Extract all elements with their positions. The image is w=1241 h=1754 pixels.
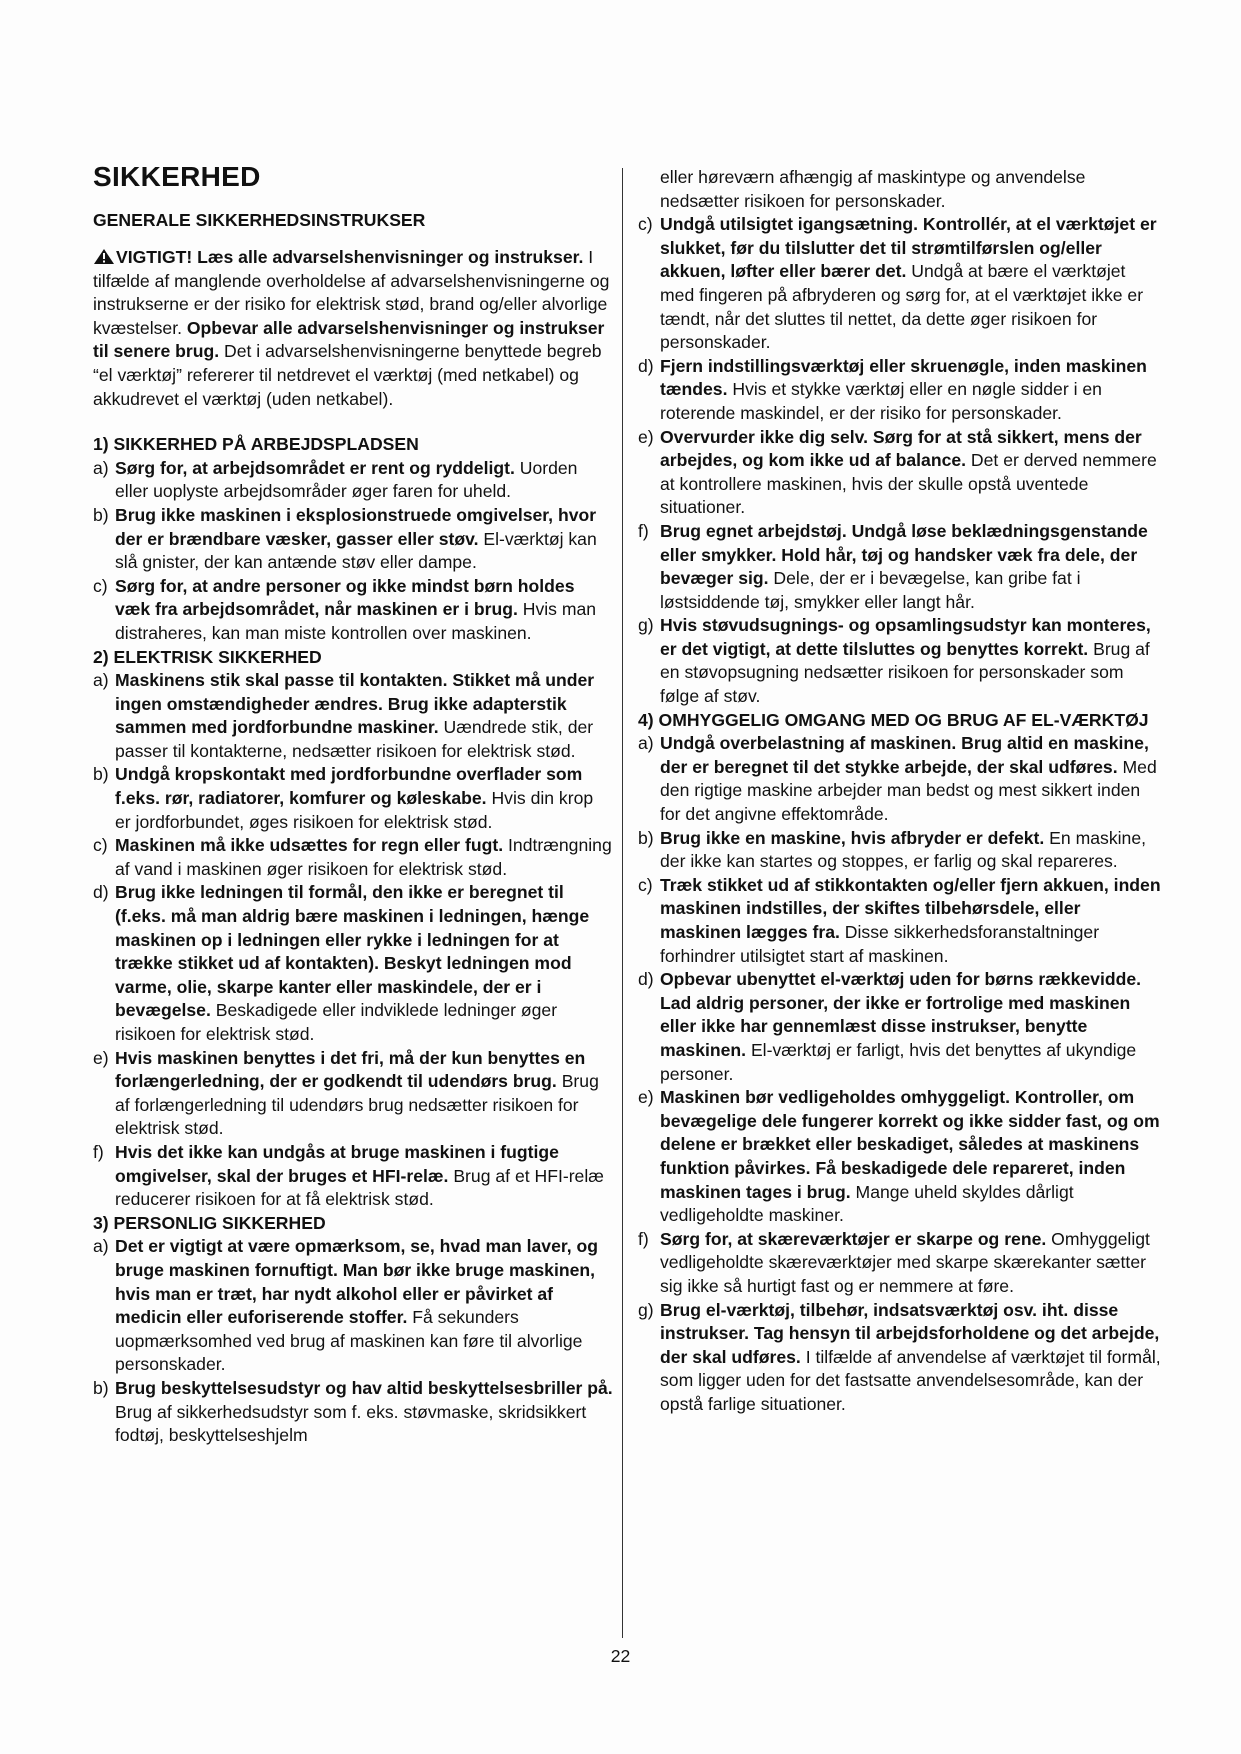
item-label: g)	[638, 615, 654, 636]
list-item	[93, 575, 613, 646]
item-bold: Sørg for, at skæreværktøjer er skarpe og rene.	[660, 1228, 1047, 1249]
item-label: g)	[638, 1299, 654, 1320]
item-label: f)	[93, 1141, 104, 1162]
item-bold: Brug ikke maskinen i eksplosionstruede omgivelser, hvor der er brændbare væsker, gasser eller støv.	[115, 504, 597, 549]
item-label: e)	[638, 426, 654, 447]
list-item	[638, 874, 1164, 968]
item-text: Få sekunders uopmærksomhed ved brug af maskinen kan føre til alvorlige personskader.	[115, 1307, 583, 1375]
item-bold: Opbevar ubenyttet el-værktøj uden for børns rækkevidde. Lad aldrig personer, der ikke er fortrolige med maskinen eller ikke har gennemlæst disse instrukser, benytte maskinen.	[660, 969, 1142, 1060]
item-bold: Det er vigtigt at være opmærksom, se, hvad man laver, og bruge maskinen fornuftigt. Man bør ikke bruge maskinen, hvis man er træt, har nydt alkohol eller er påvirket af medicin eller euforiserende stoffer.	[115, 1236, 599, 1328]
list-item	[93, 1377, 613, 1448]
item-bold: Træk stikket ud af stikkontakten og/eller fjern akkuen, inden maskinen indstilles, der skiftes tilbehørsdele, eller maskinen lægges fra.	[660, 874, 1161, 942]
item-continuation: eller høreværn afhængig af maskintype og anvendelse nedsætter risikoen for personskader.	[660, 167, 1086, 211]
list-item	[93, 669, 613, 763]
intro-bold-1: VIGTIGT! Læs alle advarselshenvisninger og instrukser.	[116, 247, 584, 267]
section-heading-4: 4) OMHYGGELIG OMGANG MED OG BRUG AF EL-VÆRKTØJ	[638, 709, 1149, 730]
item-label: c)	[638, 874, 653, 895]
item-bold: Hvis det ikke kan undgås at bruge maskinen i fugtige omgivelser, skal der bruges et HFI-relæ.	[115, 1141, 559, 1186]
item-text: Brug af et HFI-relæ reducerer risikoen for at få elektrisk stød.	[115, 1165, 604, 1210]
list-item	[93, 763, 613, 834]
item-text: Brug af sikkerhedsudstyr som f. eks. støvmaske, skridsikkert fodtøj, beskyttelseshjelm	[115, 1401, 587, 1446]
list-item	[93, 1047, 613, 1141]
item-label: a)	[638, 733, 654, 754]
item-bold: Brug egnet arbejdstøj. Undgå løse beklædningsgenstande eller smykker. Hold hår, tøj og handsker væk fra dele, der bevæger sig.	[660, 520, 1148, 589]
item-label: d)	[93, 882, 109, 903]
list-item	[638, 732, 1164, 826]
list-item	[93, 1141, 613, 1212]
section-heading-1: 1) SIKKERHED PÅ ARBEJDSPLADSEN	[93, 434, 419, 455]
item-text: Omhyggeligt vedligeholdte skæreværktøjer med skarpe skærekanter sætter sig ikke så hurtigt fast og er nemmere at føre.	[660, 1228, 1150, 1296]
item-bold: Maskinens stik skal passe til kontakten. Stikket må under ingen omstændigheder ændres. Brug ikke adapterstik sammen med jordforbundne maskiner.	[115, 670, 595, 738]
intro-text-1: I tilfælde af manglende overholdelse af advarselshenvisningerne og instrukserne er der risiko for elektrisk stød, brand og/eller alvorlige kvæstelser.	[93, 247, 610, 338]
item-bold: Hvis maskinen benyttes i det fri, må der kun benyttes en forlængerledning, der er godkendt til udendørs brug.	[115, 1047, 586, 1092]
item-bold: Maskinen må ikke udsættes for regn eller fugt.	[115, 835, 504, 856]
item-bold: Undgå overbelastning af maskinen. Brug altid en maskine, der er beregnet til det stykke arbejde, der skal udføres.	[660, 733, 1149, 777]
item-bold: Maskinen bør vedligeholdes omhyggeligt. Kontroller, om bevægelige dele fungerer korrekt og ikke sidder fast, og om delene er brækket eller beskadiget, således at maskinens funktion påvirkes. Få beskadigede dele repareret, inden maskinen tages i brug.	[660, 1087, 1160, 1202]
item-label: b)	[638, 827, 654, 848]
item-label: a)	[93, 670, 109, 691]
item-text: Uorden eller uoplyste arbejdsområder øger faren for uheld.	[115, 457, 578, 502]
item-label: c)	[638, 214, 653, 235]
item-text: Uændrede stik, der passer til kontakterne, nedsætter risikoen for elektrisk stød.	[115, 717, 594, 761]
item-label: f)	[638, 520, 649, 541]
item-text: Hvis et stykke værktøj eller en nøgle sidder i en roterende maskindel, er der risiko for personskader.	[660, 379, 1102, 423]
right-column	[638, 166, 1164, 1416]
list-item	[93, 881, 613, 1046]
item-bold: Brug beskyttelsesudstyr og hav altid beskyttelsesbriller på.	[115, 1377, 613, 1398]
item-text: Brug af en støvopsugning nedsætter risikoen for personskader som følge af støv.	[660, 638, 1150, 707]
list-item	[638, 355, 1164, 426]
item-text: En maskine, der ikke kan startes og stoppes, er farlig og skal repareres.	[660, 827, 1146, 872]
item-bold: Undgå kropskontakt med jordforbundne overflader som f.eks. rør, radiatorer, komfurer og køleskabe.	[115, 764, 583, 809]
item-text: Hvis din krop er jordforbundet, øges risikoen for elektrisk stød.	[115, 788, 594, 832]
list-item	[93, 457, 613, 504]
item-text: Disse sikkerhedsforanstaltninger forhindrer utilsigtet start af maskinen.	[660, 922, 1100, 966]
column-divider	[622, 168, 623, 1638]
item-label: d)	[638, 355, 654, 376]
item-text: Dele, der er i bevægelse, kan gribe fat i løstsiddende tøj, smykker eller langt hår.	[660, 568, 1081, 612]
list-item	[638, 1228, 1164, 1299]
item-text: Undgå at bære el værktøjet med fingeren på afbryderen og sørg for, at el værktøjet ikke er tændt, når det sluttes til nettet, da dette øger risikoen for personskader.	[660, 261, 1144, 353]
section-heading-3: 3) PERSONLIG SIKKERHED	[93, 1212, 326, 1233]
list-item	[638, 426, 1164, 520]
item-bold: Brug ikke en maskine, hvis afbryder er defekt.	[660, 827, 1045, 848]
item-text: Det er derved nemmere at kontrollere maskinen, hvis der skulle opstå uventede situationer.	[660, 450, 1157, 518]
item-label: c)	[93, 835, 108, 856]
item-bold: Sørg for, at arbejdsområdet er rent og ryddeligt.	[115, 457, 515, 478]
item-label: b)	[93, 504, 109, 525]
item-label: b)	[93, 764, 109, 785]
item-text: Hvis man distraheres, kan man miste kontrollen over maskinen.	[115, 599, 597, 643]
item-text: El-værktøj kan slå gnister, der kan antænde støv eller dampe.	[115, 528, 597, 573]
list-item	[638, 1299, 1164, 1417]
item-label: e)	[93, 1047, 109, 1068]
item-bold: Brug ikke ledningen til formål, den ikke er beregnet til (f.eks. må man aldrig bære maskinen i ledningen, hænge maskinen op i ledningen eller rykke i ledningen for at trække stikket ud af kontakten). Beskyt ledningen mod varme, olie, skarpe kanter eller maskindele, der er i bevægelse.	[115, 882, 590, 1021]
left-column	[93, 160, 613, 1448]
item-label: b)	[93, 1377, 109, 1398]
list-item	[638, 1086, 1164, 1228]
item-text: I tilfælde af anvendelse af værktøjet til formål, som ligger uden for det fastsatte anvendelsesområde, kan der opstå farlige situationer.	[660, 1346, 1161, 1414]
section-subtitle: GENERALE SIKKERHEDSINSTRUKSER	[93, 210, 426, 230]
item-bold: Undgå utilsigtet igangsætning. Kontrollér, at el værktøjet er slukket, før du tilslutter det til strømtilførslen og/eller akkuen, løfter eller bærer det.	[660, 214, 1157, 282]
item-label: a)	[93, 457, 109, 478]
item-text: Indtrængning af vand i maskinen øger risikoen for elektrisk stød.	[115, 835, 612, 879]
intro-paragraph	[93, 246, 613, 411]
list-item	[638, 968, 1164, 1086]
page-title: SIKKERHED	[93, 161, 261, 192]
list-item	[93, 504, 613, 575]
item-bold: Fjern indstillingsværktøj eller skruenøgle, inden maskinen tændes.	[660, 355, 1147, 400]
section-heading-2: 2) ELEKTRISK SIKKERHED	[93, 646, 322, 667]
list-item	[638, 520, 1164, 614]
item-text: Beskadigede eller indviklede ledninger øger risikoen for elektrisk stød.	[115, 1000, 558, 1044]
item-text: Mange uheld skyldes dårligt vedligeholdte maskiner.	[660, 1181, 1074, 1226]
list-item	[638, 614, 1164, 708]
item-text: El-værktøj er farligt, hvis det benyttes af ukyndige personer.	[660, 1039, 1137, 1084]
intro-bold-2: Opbevar alle advarselshenvisninger og instrukser til senere brug.	[93, 317, 605, 362]
intro-text-2: Det i advarselshenvisningerne benyttede begreb “el værktøj” refererer til netdrevet el værktøj (med netkabel) og akkudrevet el værktøj (uden netkabel).	[93, 341, 602, 409]
item-label: e)	[638, 1087, 654, 1108]
item-label: d)	[638, 969, 654, 990]
warning-triangle-icon	[93, 248, 115, 265]
item-bold: Hvis støvudsugnings- og opsamlingsudstyr kan monteres, er det vigtigt, at dette tilsluttes og benyttes korrekt.	[660, 615, 1151, 659]
item-text: Med den rigtige maskine arbejder man bedst og mest sikkert inden for det angivne effektområde.	[660, 756, 1157, 825]
item-bold: Overvurder ikke dig selv. Sørg for at stå sikkert, mens der arbejdes, og kom ikke ud af balance.	[660, 426, 1142, 471]
item-label: f)	[638, 1228, 649, 1249]
item-bold: Sørg for, at andre personer og ikke mindst børn holdes væk fra arbejdsområdet, når maskinen er i brug.	[115, 575, 575, 620]
item-label: c)	[93, 575, 108, 596]
item-label: a)	[93, 1236, 109, 1257]
list-item	[638, 213, 1164, 355]
item-text: Brug af forlængerledning til udendørs brug nedsætter risikoen for elektrisk stød.	[115, 1071, 599, 1139]
item-bold: Brug el-værktøj, tilbehør, indsatsværktøj osv. iht. disse instrukser. Tag hensyn til arbejdsforholdene og det arbejde, der skal udføres.	[660, 1299, 1160, 1367]
list-item	[638, 827, 1164, 874]
list-item	[93, 1235, 613, 1377]
list-item	[93, 834, 613, 881]
page-number: 22	[610, 1646, 631, 1666]
